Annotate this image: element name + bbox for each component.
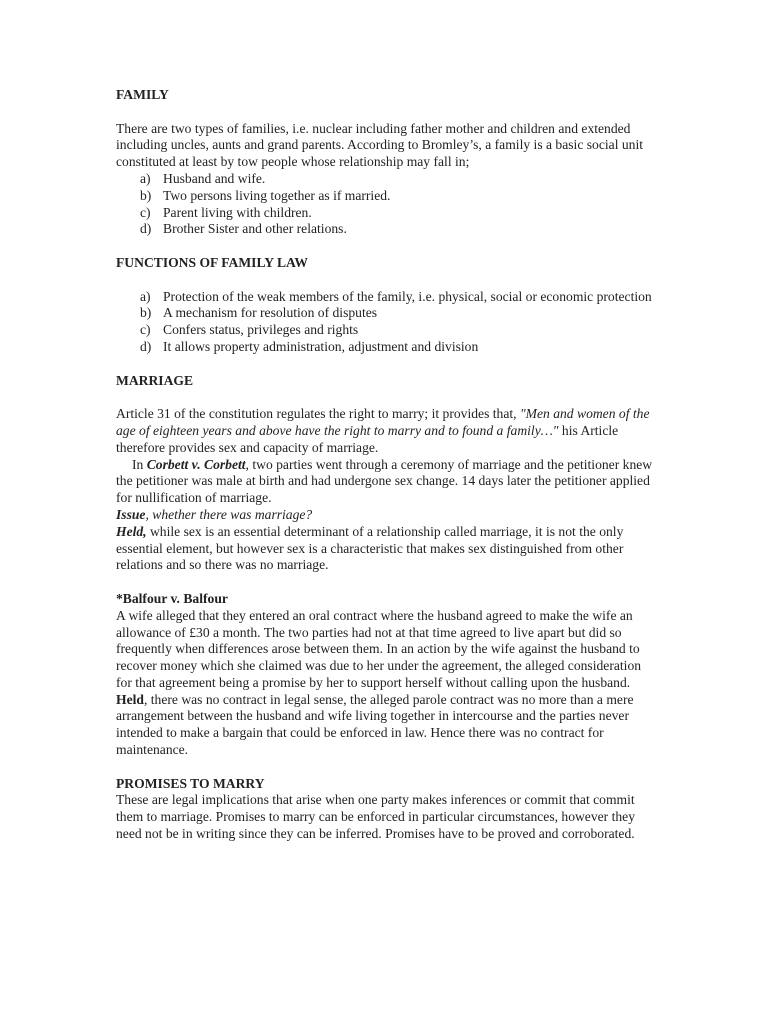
list-item-text: Two persons living together as if married. — [163, 187, 391, 203]
list-marker: b) — [140, 187, 152, 203]
article-lead: Article 31 of the constitution regulates the right to marry; it provides that, — [116, 406, 520, 422]
held-text: while sex is an essential determinant of a relationship called marriage, it is not the only essential element, but however sex is a characteristic that makes sex distinguished from other relations and so there was no marriage. — [116, 523, 624, 573]
balfour-facts: A wife alleged that they entered an oral contract where the husband agreed to make the wife an allowance of £30 a month. The two parties had not at that time agreed to live apart but did so frequently when differences arose between them. In an action by the wife against the husband to recover money which she claimed was due to her under the agreement, the alleged consideration for that agreement being a promise by her to support herself without calling upon the husband. — [116, 607, 642, 690]
case-facts: , two parties went through a ceremony of marriage and the petitioner knew the petitioner was male at birth and had undergone sex change. 14 days later the petitioner applied for nullification of marriage. — [116, 456, 653, 506]
list-item-text: Protection of the weak members of the family, i.e. physical, social or economic protection — [163, 288, 652, 304]
functions-heading: FUNCTIONS OF FAMILY LAW — [116, 254, 308, 270]
list-item — [116, 322, 656, 339]
family-list — [116, 171, 656, 238]
list-item-text: A mechanism for resolution of disputes — [163, 305, 378, 321]
document-page — [116, 87, 656, 843]
article-paragraph — [116, 406, 656, 456]
list-item-text: It allows property administration, adjustment and division — [163, 338, 479, 354]
list-item — [116, 289, 656, 306]
article-quote: "Men and women of the age of eighteen years and above have the right to marry and to found a family…" — [116, 406, 650, 438]
issue-paragraph — [116, 507, 656, 524]
case-intro: In — [132, 456, 147, 472]
held-paragraph — [116, 524, 656, 574]
family-heading: FAMILY — [116, 87, 169, 102]
promises-text: These are legal implications that arise when one party makes inferences or commit that commit them to marriage. Promises to marry can be enforced in particular circumstances, however they need not be in writing since they can be inferred. Promises have to be proved and corroborated. — [116, 792, 636, 842]
list-marker: a) — [140, 170, 151, 186]
case-name: Corbett v. Corbett — [146, 456, 246, 472]
list-item-text: Confers status, privileges and rights — [163, 322, 359, 338]
list-item — [116, 188, 656, 205]
list-marker: a) — [140, 288, 151, 304]
list-item-text: Brother Sister and other relations. — [163, 221, 347, 237]
family-intro: There are two types of families, i.e. nuclear including father mother and children and extended including uncles, aunts and grand parents. According to Bromley’s, a family is a basic social unit constituted at least by tow people whose relationship may fall in; — [116, 120, 644, 170]
balfour-held-text: , there was no contract in legal sense, the alleged parole contract was no more than a mere arrangement between the husband and wife living together in intercourse and the parties never intended to make a bargain that could be enforced in law. Hence there was no contract for maintenance. — [116, 691, 634, 758]
list-item — [116, 221, 656, 238]
list-item-text: Parent living with children. — [163, 204, 312, 220]
list-marker: d) — [140, 338, 152, 354]
functions-list — [116, 289, 656, 356]
issue-label: Issue — [116, 506, 146, 522]
list-marker: c) — [140, 204, 151, 220]
balfour-held-paragraph — [116, 692, 656, 759]
list-item — [116, 171, 656, 188]
list-marker: d) — [140, 221, 152, 237]
list-item-text: Husband and wife. — [163, 170, 266, 186]
article-tail: his Article therefore provides sex and capacity of marriage. — [116, 422, 619, 455]
held-label: Held, — [116, 523, 147, 539]
list-item — [116, 339, 656, 356]
list-item — [116, 205, 656, 222]
list-marker: c) — [140, 322, 151, 338]
balfour-heading: *Balfour v. Balfour — [116, 590, 228, 606]
list-item — [116, 305, 656, 322]
balfour-held-label: Held — [116, 691, 144, 707]
issue-text: , whether there was marriage? — [145, 506, 313, 522]
case-paragraph — [116, 457, 656, 507]
list-marker: b) — [140, 305, 152, 321]
promises-heading: PROMISES TO MARRY — [116, 775, 265, 791]
marriage-heading: MARRIAGE — [116, 372, 194, 388]
